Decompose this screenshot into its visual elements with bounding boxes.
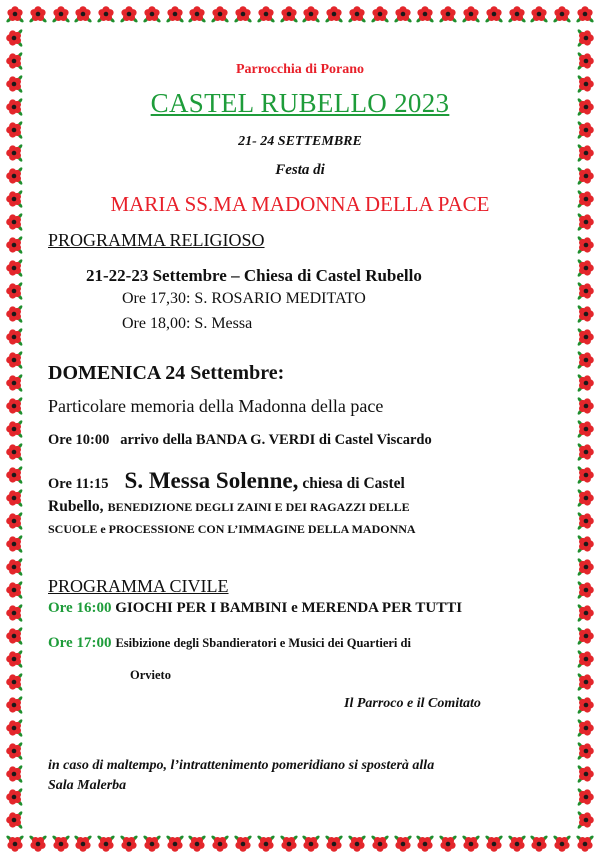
red-flower-icon <box>575 258 595 278</box>
red-flower-icon <box>575 626 595 646</box>
parish-name: Parrocchia di Porano <box>235 62 365 77</box>
red-flower-icon <box>5 534 25 554</box>
red-flower-icon <box>575 28 595 48</box>
red-flower-icon <box>575 741 595 761</box>
red-flower-icon <box>393 5 413 25</box>
red-flower-icon <box>5 626 25 646</box>
memoria-line: Particolare memoria della Madonna della pace <box>48 396 384 416</box>
flag-time: Ore 17:00 <box>48 635 112 651</box>
red-flower-icon <box>28 833 48 853</box>
red-flower-icon <box>51 5 71 25</box>
red-flower-icon <box>5 5 25 25</box>
red-flower-icon <box>575 833 595 853</box>
red-flower-icon <box>575 764 595 784</box>
red-flower-icon <box>256 833 276 853</box>
red-flower-icon <box>142 833 162 853</box>
red-flower-icon <box>575 373 595 393</box>
red-flower-icon <box>5 327 25 347</box>
sunday-heading: DOMENICA 24 Settembre: <box>48 362 285 384</box>
red-flower-icon <box>279 5 299 25</box>
mass-place: chiesa di Castel <box>302 475 405 492</box>
band-line <box>48 432 432 449</box>
red-flower-icon <box>28 5 48 25</box>
red-flower-icon <box>5 557 25 577</box>
red-flower-icon <box>5 603 25 623</box>
red-flower-icon <box>575 212 595 232</box>
red-flower-icon <box>575 419 595 439</box>
red-flower-icon <box>461 833 481 853</box>
red-flower-icon <box>438 833 458 853</box>
red-flower-icon <box>96 5 116 25</box>
mass-place-cont: Rubello, <box>48 498 104 515</box>
mass-time: Ore 11:15 <box>48 476 109 492</box>
games-line <box>48 600 462 617</box>
red-flower-icon <box>461 5 481 25</box>
festa-label: Festa di <box>275 162 325 178</box>
feast-name: MARIA SS.MA MADONNA DELLA PACE <box>110 192 490 216</box>
red-flower-icon <box>301 833 321 853</box>
red-flower-icon <box>5 212 25 232</box>
red-flower-icon <box>279 833 299 853</box>
red-flower-icon <box>5 396 25 416</box>
red-flower-icon <box>575 465 595 485</box>
red-flower-icon <box>5 419 25 439</box>
red-flower-icon <box>575 396 595 416</box>
red-flower-icon <box>187 833 207 853</box>
civil-heading: PROGRAMMA CIVILE <box>48 576 229 596</box>
red-flower-icon <box>575 511 595 531</box>
flag-text: Esibizione degli Sbandieratori e Musici dei Quartieri di <box>115 636 411 650</box>
red-flower-icon <box>575 557 595 577</box>
red-flower-icon <box>5 695 25 715</box>
red-flower-icon <box>165 5 185 25</box>
red-flower-icon <box>552 833 572 853</box>
red-flower-icon <box>5 258 25 278</box>
red-flower-icon <box>575 189 595 209</box>
red-flower-icon <box>370 5 390 25</box>
red-flower-icon <box>5 350 25 370</box>
red-flower-icon <box>529 5 549 25</box>
red-flower-icon <box>552 5 572 25</box>
blessing-line-1 <box>48 498 410 516</box>
red-flower-icon <box>575 488 595 508</box>
red-flower-icon <box>575 350 595 370</box>
red-flower-icon <box>5 649 25 669</box>
red-flower-icon <box>347 5 367 25</box>
red-flower-icon <box>5 74 25 94</box>
red-flower-icon <box>5 833 25 853</box>
games-time: Ore 16:00 <box>48 600 112 616</box>
event-dates: 21- 24 SETTEMBRE <box>238 134 362 149</box>
blessing-line-2: SCUOLE e PROCESSIONE CON L’IMMAGINE DELLA MADONNA <box>48 522 416 536</box>
weather-note: in caso di maltempo, l’intrattenimento pomeridiano si sposterà alla <box>48 758 435 773</box>
red-flower-icon <box>5 764 25 784</box>
weather-note-location: Sala Malerba <box>48 778 127 793</box>
red-flower-icon <box>575 74 595 94</box>
red-flower-icon <box>5 304 25 324</box>
red-flower-icon <box>575 120 595 140</box>
red-flower-icon <box>5 235 25 255</box>
red-flower-icon <box>575 787 595 807</box>
red-flower-icon <box>210 5 230 25</box>
red-flower-icon <box>575 235 595 255</box>
red-flower-icon <box>5 442 25 462</box>
solemn-mass-line <box>48 468 405 494</box>
red-flower-icon <box>96 833 116 853</box>
red-flower-icon <box>233 833 253 853</box>
red-flower-icon <box>575 143 595 163</box>
flyer-content <box>48 58 552 798</box>
red-flower-icon <box>438 5 458 25</box>
red-flower-icon <box>415 833 435 853</box>
red-flower-icon <box>484 5 504 25</box>
red-flower-icon <box>575 695 595 715</box>
red-flower-icon <box>507 833 527 853</box>
red-flower-icon <box>324 833 344 853</box>
red-flower-icon <box>5 580 25 600</box>
flag-city: Orvieto <box>130 668 171 682</box>
red-flower-icon <box>233 5 253 25</box>
red-flower-icon <box>575 327 595 347</box>
red-flower-icon <box>5 373 25 393</box>
signature: Il Parroco e il Comitato <box>344 696 481 711</box>
red-flower-icon <box>575 442 595 462</box>
red-flower-icon <box>5 488 25 508</box>
red-flower-icon <box>575 304 595 324</box>
blessing-text-1: BENEDIZIONE DEGLI ZAINI E DEI RAGAZZI DELLE <box>107 500 410 514</box>
red-flower-icon <box>575 580 595 600</box>
red-flower-icon <box>575 97 595 117</box>
page-title: CASTEL RUBELLO 2023 <box>150 88 450 118</box>
red-flower-icon <box>5 28 25 48</box>
red-flower-icon <box>529 833 549 853</box>
red-flower-icon <box>575 534 595 554</box>
mass-title: S. Messa Solenne, <box>124 468 299 493</box>
red-flower-icon <box>575 166 595 186</box>
red-flower-icon <box>5 97 25 117</box>
religious-days: 21-22-23 Settembre – Chiesa di Castel Rubello <box>86 266 422 285</box>
mass-line: Ore 18,00: S. Messa <box>122 315 253 332</box>
red-flower-icon <box>575 810 595 830</box>
red-flower-icon <box>5 120 25 140</box>
red-flower-icon <box>324 5 344 25</box>
red-flower-icon <box>256 5 276 25</box>
red-flower-icon <box>301 5 321 25</box>
red-flower-icon <box>575 718 595 738</box>
red-flower-icon <box>393 833 413 853</box>
red-flower-icon <box>575 603 595 623</box>
red-flower-icon <box>142 5 162 25</box>
red-flower-icon <box>575 649 595 669</box>
red-flower-icon <box>165 833 185 853</box>
red-flower-icon <box>575 281 595 301</box>
red-flower-icon <box>507 5 527 25</box>
red-flower-icon <box>5 672 25 692</box>
red-flower-icon <box>51 833 71 853</box>
red-flower-icon <box>73 5 93 25</box>
red-flower-icon <box>5 143 25 163</box>
red-flower-icon <box>575 672 595 692</box>
red-flower-icon <box>5 166 25 186</box>
red-flower-icon <box>347 833 367 853</box>
red-flower-icon <box>415 5 435 25</box>
red-flower-icon <box>210 833 230 853</box>
religious-heading: PROGRAMMA RELIGIOSO <box>48 230 265 250</box>
red-flower-icon <box>5 281 25 301</box>
rosary-line: Ore 17,30: S. ROSARIO MEDITATO <box>122 290 366 307</box>
red-flower-icon <box>484 833 504 853</box>
band-time: Ore 10:00 <box>48 432 110 448</box>
red-flower-icon <box>5 51 25 71</box>
flag-line <box>48 634 411 652</box>
red-flower-icon <box>5 810 25 830</box>
red-flower-icon <box>187 5 207 25</box>
red-flower-icon <box>575 5 595 25</box>
red-flower-icon <box>5 718 25 738</box>
red-flower-icon <box>370 833 390 853</box>
red-flower-icon <box>5 741 25 761</box>
red-flower-icon <box>5 787 25 807</box>
red-flower-icon <box>119 833 139 853</box>
red-flower-icon <box>73 833 93 853</box>
games-text: GIOCHI PER I BAMBINI e MERENDA PER TUTTI <box>115 600 463 616</box>
red-flower-icon <box>5 189 25 209</box>
red-flower-icon <box>5 511 25 531</box>
red-flower-icon <box>575 51 595 71</box>
red-flower-icon <box>119 5 139 25</box>
red-flower-icon <box>5 465 25 485</box>
band-text: arrivo della BANDA G. VERDI di Castel Viscardo <box>120 432 432 448</box>
